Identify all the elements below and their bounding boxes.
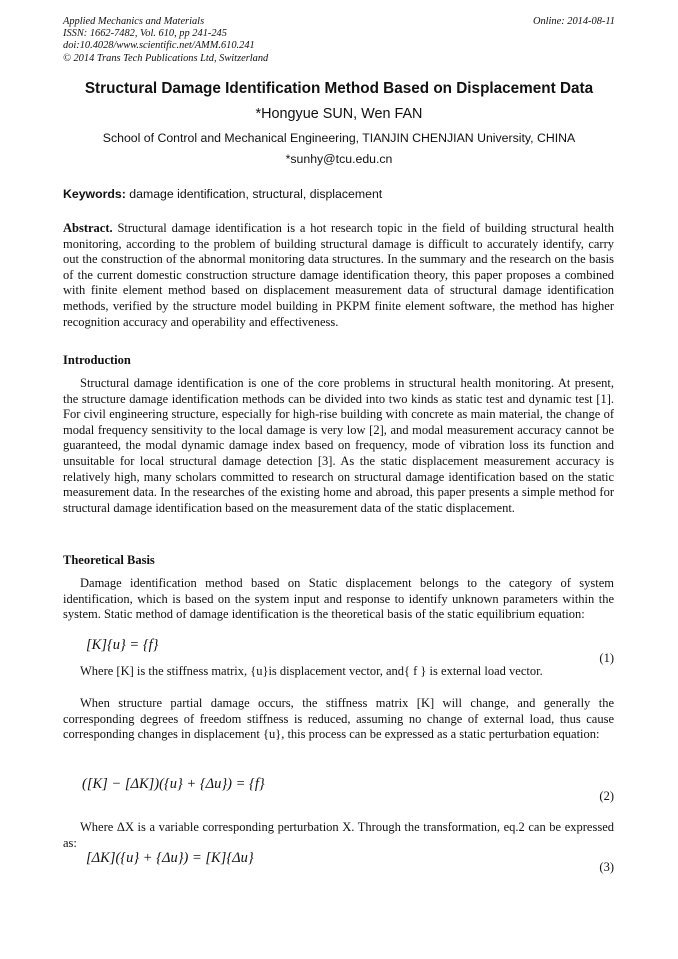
theory-paragraph-1: Damage identification method based on Static displacement belongs to the category of system identification, which is based on the system input and response to identify unknown parameters within the system. Static method of damage identification is the theoretical basis of the static equilibrium equation:	[63, 576, 614, 622]
paper-affiliation: School of Control and Mechanical Engineering, TIANJIN CHENJIAN University, CHINA	[102, 131, 576, 145]
theory-paragraph-3: Where ΔX is a variable corresponding perturbation X. Through the transformation, eq.2 can be expressed as:	[63, 820, 614, 850]
journal-header	[63, 16, 268, 65]
equation-2-number: (2)	[599, 789, 614, 803]
introduction-paragraph: Structural damage identification is one of the core problems in structural health monitoring. At present, the structure damage identification methods can be divided into two kinds as static test and dynamic test [1]. For civil engineering structure, especially for high-rise building with concrete as main material, the change of modal frequency sensitivity to the local damage is very low [2], and modal measurement accuracy cannot be guaranteed, the modal dynamic damage index based on frequency, mode of vibration loss its function and unsuitable for local structural damage detection [3]. As the static displacement measurement accuracy is relatively high, many scholars committed to research on structural damage identification based on the static measurement data. In the researches of the existing home and abroad, this paper presents a simple method for structural damage identification based on the measurement data of the static displacement.	[63, 376, 614, 515]
introduction-heading: Introduction	[63, 353, 131, 367]
author-email: *sunhy@tcu.edu.cn	[285, 152, 393, 166]
issn-line: ISSN: 1662-7482, Vol. 610, pp 241-245	[63, 28, 227, 40]
keywords-text: damage identification, structural, displacement	[129, 187, 383, 201]
equation-1: [K]{u} = {f}	[86, 637, 159, 653]
keywords-line	[63, 187, 382, 201]
equation-1-number: (1)	[599, 651, 614, 665]
abstract-text: Structural damage identification is a hot research topic in the field of building structural health monitoring, according to the problem of building structural damage is difficult to accurately identify, carry out the construction of the abnormal monitoring data structures. In the summary and the research on the basis of the current domestic construction structure damage identification theory, this paper proposes a combined with finite element method based on displacement measurement data of structural damage identification methods, verified by the structure model building in PKPM finite element software, the method has higher recognition accuracy and operability and effectiveness.	[63, 221, 614, 329]
abstract-label: Abstract.	[63, 221, 113, 235]
equation-3: [ΔK]({u} + {Δu}) = [K]{Δu}	[86, 850, 254, 866]
abstract-paragraph	[63, 221, 614, 330]
equation-3-number: (3)	[599, 860, 614, 874]
paper-title: Structural Damage Identification Method Based on Displacement Data	[84, 80, 594, 97]
equation-2: ([K] − [ΔK])({u} + {Δu}) = {f}	[82, 776, 265, 792]
equation-1-definitions: Where [K] is the stiffness matrix, {u}is displacement vector, and{ f } is external load vector.	[80, 664, 543, 678]
journal-name: Applied Mechanics and Materials	[63, 16, 205, 27]
copyright-line: © 2014 Trans Tech Publications Ltd, Switzerland	[63, 52, 269, 64]
theory-paragraph-2: When structure partial damage occurs, the stiffness matrix [K] will change, and generally the corresponding degrees of freedom stiffness is reduced, assuming no change of external load, thus cause corresponding changes in displacement {u}, this process can be expressed as a static perturbation equation:	[63, 696, 614, 742]
keywords-label: Keywords:	[63, 187, 126, 201]
paper-authors: *Hongyue SUN, Wen FAN	[255, 106, 423, 122]
theory-heading: Theoretical Basis	[63, 553, 155, 567]
doi-line: doi:10.4028/www.scientific.net/AMM.610.241	[63, 40, 255, 52]
online-date: Online: 2014-08-11	[532, 16, 615, 27]
